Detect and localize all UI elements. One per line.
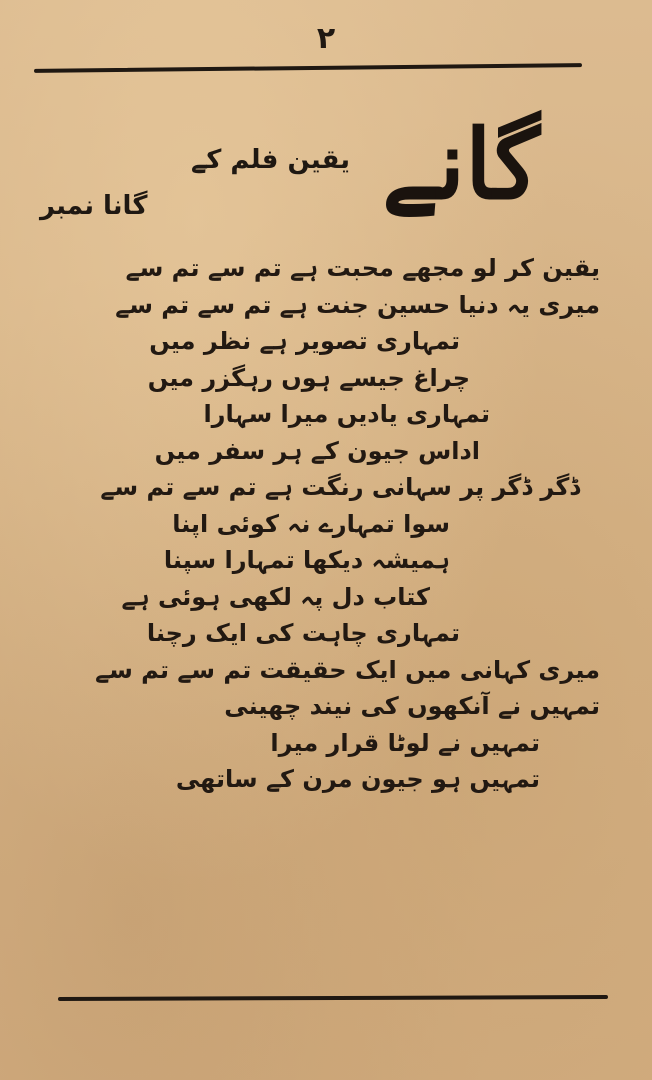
lyric-line: میری یہ دنیا حسین جنت ہے تم سے تم سے [115, 290, 600, 319]
lyric-line: ڈگر ڈگر پر سہانی رنگت ہے تم سے تم سے [100, 473, 580, 501]
lyric-line: سوا تمہارے نہ کوئی اپنا [172, 509, 450, 538]
lyric-line: تمہاری تصویر ہے نظر میں [149, 327, 460, 355]
lyric-line: ہمیشہ دیکھا تمہارا سپنا [163, 546, 450, 574]
heading-title: گانے [382, 108, 540, 221]
top-rule [34, 63, 582, 73]
lyric-line: تمہاری چاہت کی ایک رچنا [146, 619, 460, 647]
lyric-line: میری کہانی میں ایک حقیقت تم سے تم سے [95, 655, 600, 684]
lyric-line: اداس جیون کے ہر سفر میں [154, 436, 480, 465]
lyric-line: تمہاری یادیں میرا سہارا [203, 400, 490, 428]
lyric-line: یقین کر لو مجھے محبت ہے تم سے تم سے [125, 254, 600, 282]
lyric-line: کتاب دل پہ لکھی ہوئی ہے [121, 582, 430, 611]
song-heading [40, 90, 600, 250]
lyric-line: تمہیں نے لوٹا قرار میرا [270, 728, 540, 757]
heading-film-name: یقین فلم کے [191, 145, 350, 175]
heading-song-number: گانا نمبر [40, 191, 148, 221]
bottom-rule [58, 995, 608, 1001]
page-number: ۲ [316, 21, 336, 56]
lyric-line: تمہیں ہو جیون مرن کے ساتھی [175, 765, 540, 793]
lyric-line: چراغ جیسے ہوں رہگزر میں [147, 363, 470, 392]
lyrics-block [60, 250, 600, 798]
lyric-line: تمہیں نے آنکھوں کی نیند چھینی [224, 692, 600, 720]
